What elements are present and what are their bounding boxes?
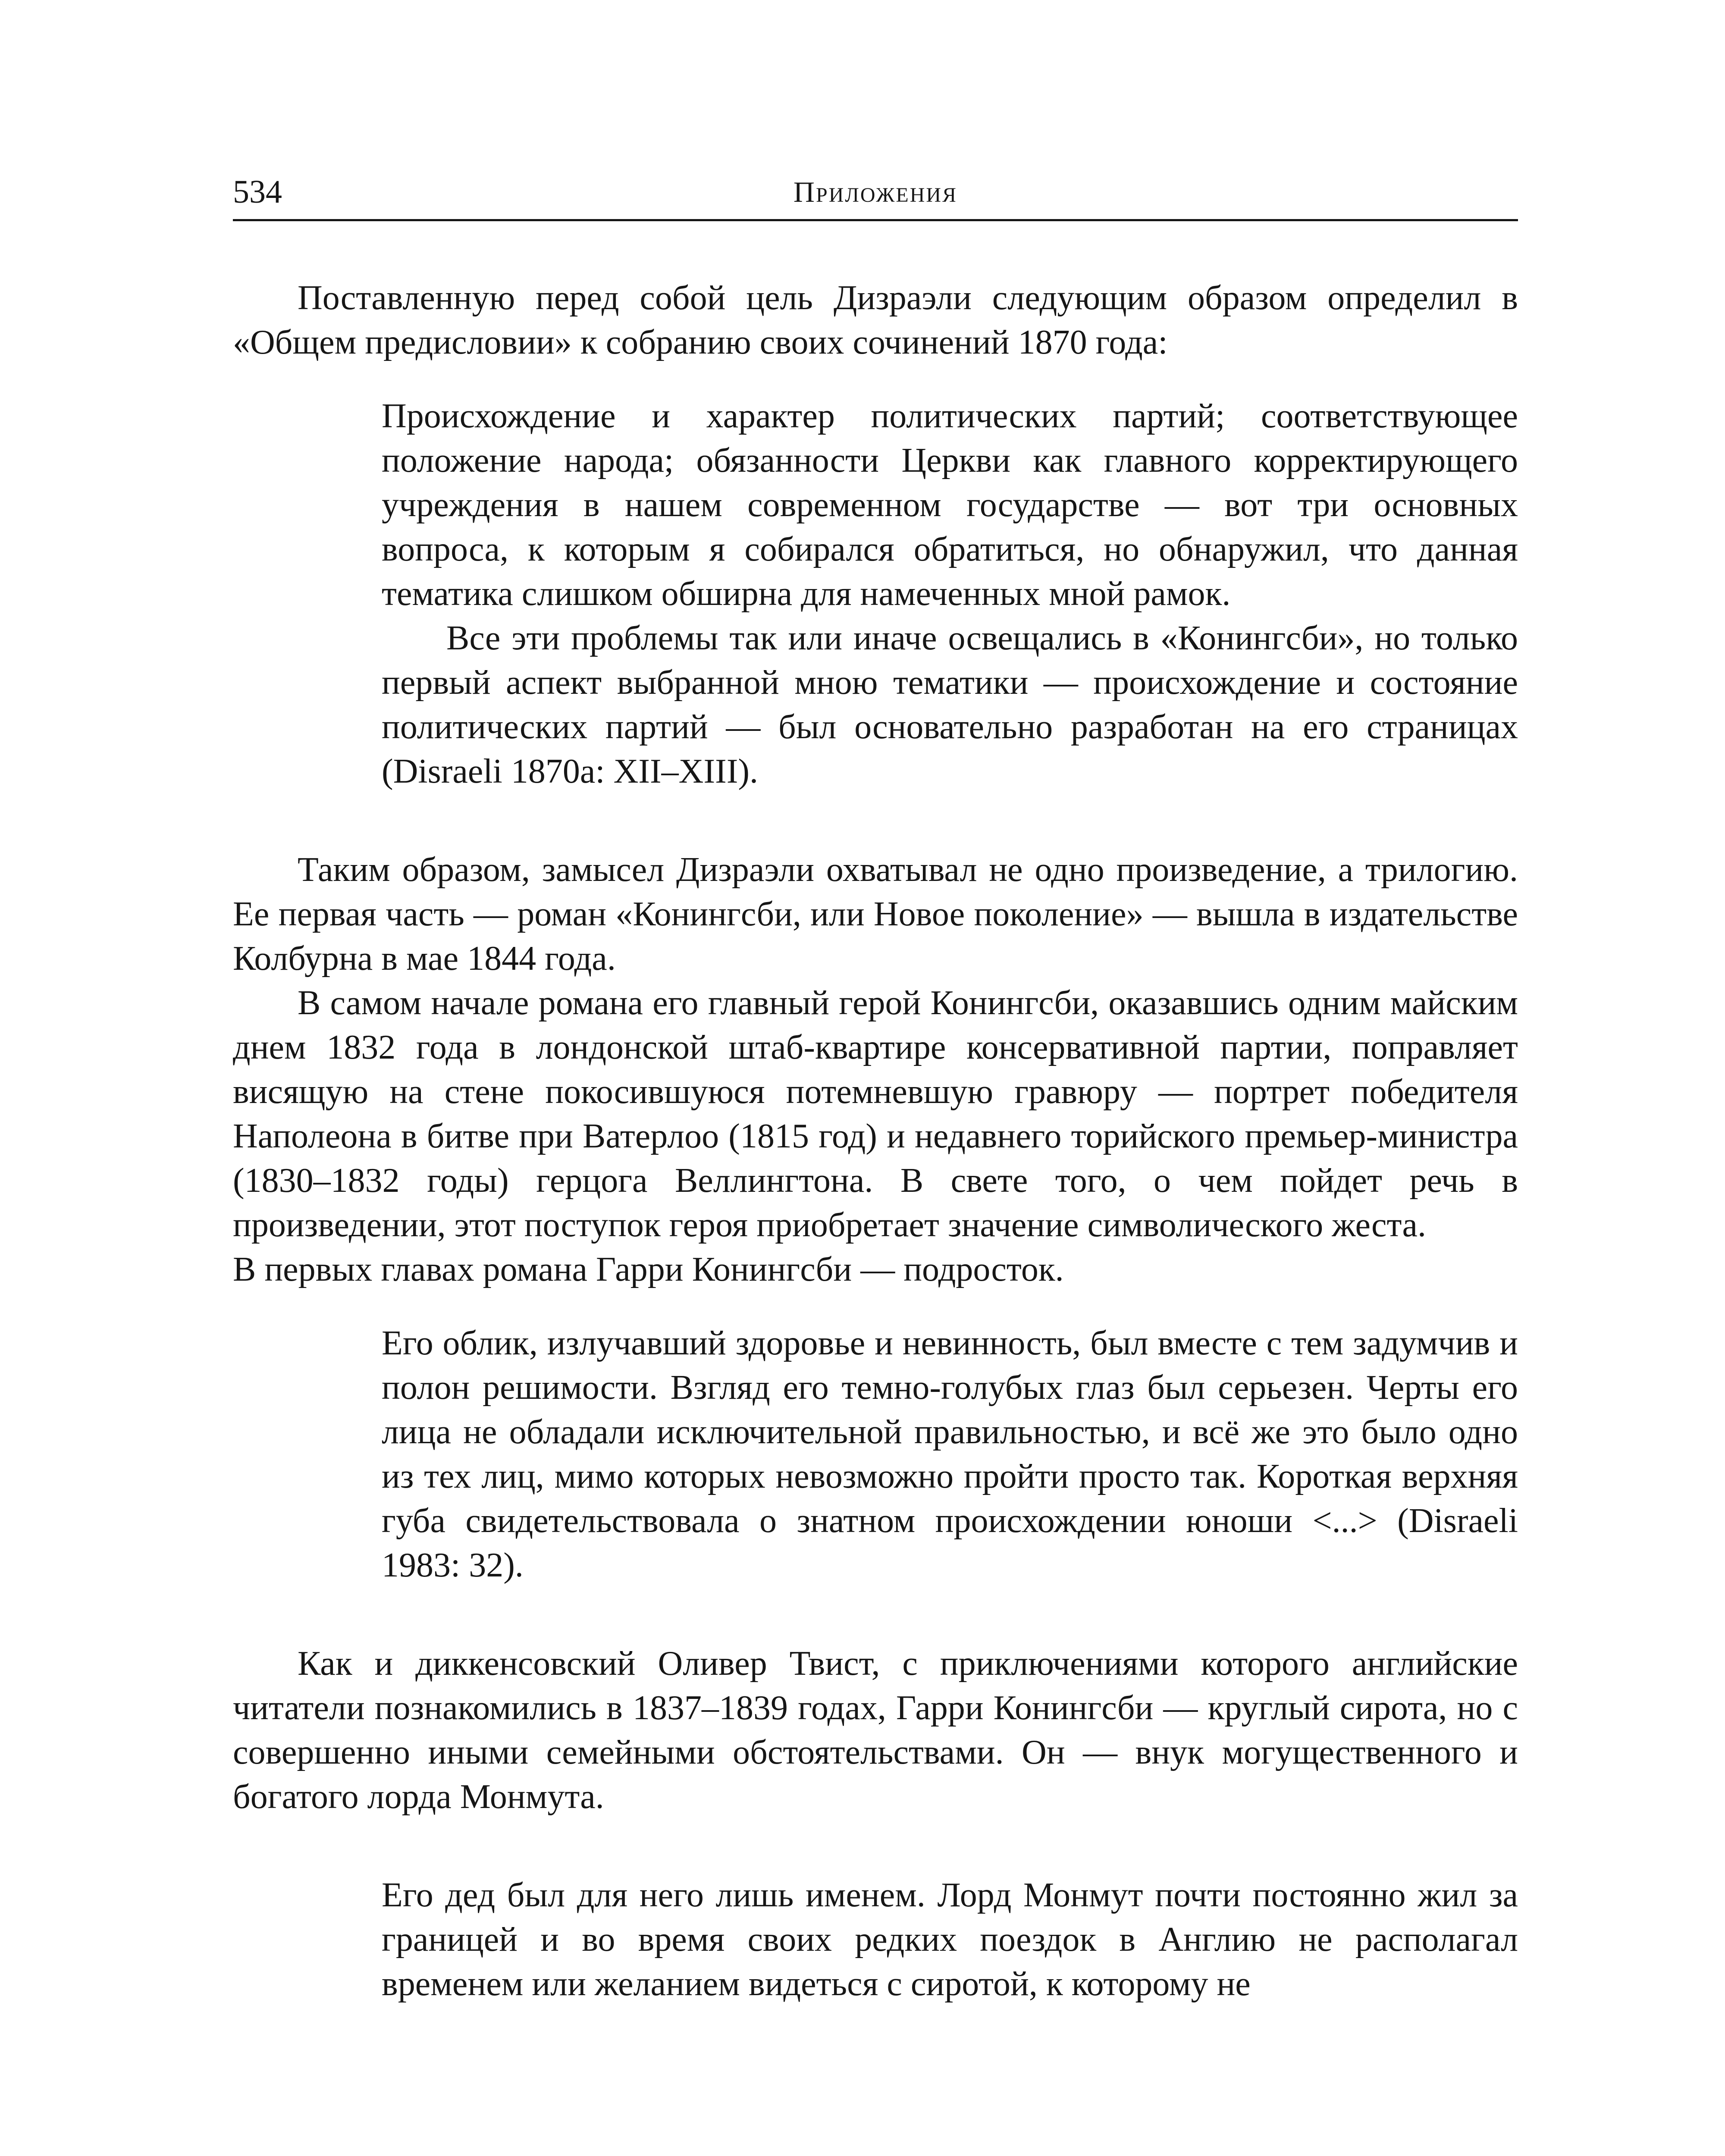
block-quote [382, 1321, 1518, 1588]
header-rule [233, 219, 1518, 221]
paragraph: Как и диккенсовский Оливер Твист, с приключениями которого английские читатели познакомились в 1837–1839 годах, Гарри Конингсби — круглый сирота, но с совершенно иными семейными обстоятельствами. Он — внук могущественного и богатого лорда Монмута. [233, 1645, 1518, 1816]
page-number: 534 [233, 174, 282, 210]
text-body [233, 276, 1518, 2006]
paragraph: В первых главах романа Гарри Конингсби — подросток. [233, 1250, 1064, 1288]
spacer [233, 1819, 1518, 1873]
quote-paragraph: Его дед был для него лишь именем. Лорд Монмут почти постоянно жил за границей и во время своих редких поездок в Англию не располагал временем или желанием видеться с сиротой, к которому не [382, 1876, 1518, 2003]
paragraph: Поставленную перед собой цель Дизраэли следующим образом определил в «Общем предисловии» к собранию своих сочинений 1870 года: [233, 279, 1518, 361]
spacer [233, 1292, 1518, 1321]
paragraph: В самом начале романа его главный герой Конингсби, оказавшись одним майским днем 1832 года в лондонской штаб-квартире консервативной партии, поправляет висящую на стене покосившуюся потемневшую гравюру — портрет победителя Наполеона в битве при Ватерлоо (1815 год) и недавнего торийского премьер-министра (1830–1832 годы) герцога Веллингтона. В свете того, о чем пойдет речь в произведении, этот поступок героя приобретает значение символического жеста. [233, 984, 1518, 1244]
block-quote [382, 1873, 1518, 2006]
running-head [233, 170, 1518, 222]
section-title: Приложения [793, 175, 958, 208]
quote-paragraph: Происхождение и характер политических партий; соответствующее положение народа; обязанности Церкви как главного корректирующего учреждения в нашем современном государстве — вот три основных вопроса, к которым я собирался обратиться, но обнаружил, что данная тематика слишком обширна для намеченных мной рамок. [382, 397, 1518, 613]
spacer [233, 794, 1518, 848]
spacer [233, 1588, 1518, 1642]
paragraph: Таким образом, замысел Дизраэли охватывал не одно произведение, а трилогию. Ее первая часть — роман «Конингсби, или Новое поколение» — вышла в издательстве Колбурна в мае 1844 года. [233, 851, 1518, 978]
quote-paragraph: Все эти проблемы так или иначе освещались в «Конингсби», но только первый аспект выбранной мною тематики — происхождение и состояние политических партий — был основательно разработан на его страницах (Disraeli 1870a: XII–XIII). [382, 619, 1518, 790]
spacer [233, 365, 1518, 394]
quote-paragraph: Его облик, излучавший здоровье и невинность, был вместе с тем задумчив и полон решимости. Взгляд его темно-голубых глаз был серьезен. Черты его лица не обладали исключительной правильностью, и всё же это было одно из тех лиц, мимо которых невозможно пройти просто так. Короткая верхняя губа свидетельствовала о знатном происхождении юноши <...> (Disraeli 1983: 32). [382, 1324, 1518, 1584]
block-quote [382, 394, 1518, 794]
